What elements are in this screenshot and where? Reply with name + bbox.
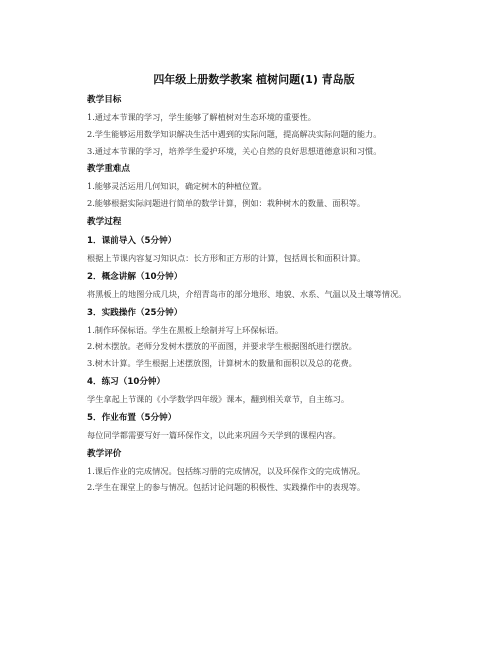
process-heading: 教学过程 xyxy=(87,216,122,227)
step2-title: 2．概念讲解（10分钟） xyxy=(87,271,183,282)
evaluation-heading: 教学评价 xyxy=(87,448,122,459)
document-page xyxy=(87,72,421,498)
step5-title: 5．作业布置（5分钟） xyxy=(87,412,177,423)
key-point-item-2: 2.能够根据实际问题进行简单的数学计算，例如：栽种树木的数量、面积等。 xyxy=(87,198,366,209)
step2-text: 将黑板上的地图分成几块，介绍青岛市的部分地形、地貌、水系、气温以及土壤等情况。 xyxy=(87,288,407,299)
step1-text: 根据上节课内容复习知识点：长方形和正方形的计算，包括周长和面积计算。 xyxy=(87,252,366,263)
evaluation-item-1: 1.课后作业的完成情况。包括练习册的完成情况，以及环保作文的完成情况。 xyxy=(87,465,366,476)
step4-title: 4．练习（10分钟） xyxy=(87,376,166,387)
key-points-heading: 教学重难点 xyxy=(87,164,130,175)
goal-item-2: 2.学生能够运用数学知识解决生活中遇到的实际问题，提高解决实际问题的能力。 xyxy=(87,128,382,139)
step4-text: 学生拿起上节课的《小学数学四年级》课本，翻到相关章节，自主练习。 xyxy=(87,393,350,404)
goal-item-1: 1.通过本节课的学习，学生能够了解植树对生态环境的重要性。 xyxy=(87,112,316,122)
step1-title: 1．课前导入（5分钟） xyxy=(87,235,177,246)
evaluation-item-2: 2.学生在课堂上的参与情况。包括讨论问题的积极性、实践操作中的表现等。 xyxy=(87,482,366,493)
step5-text: 每位同学都需要写好一篇环保作文，以此来巩固今天学到的课程内容。 xyxy=(87,429,341,440)
step3-title: 3．实践操作（25分钟） xyxy=(87,307,183,318)
goals-heading: 教学目标 xyxy=(87,95,122,105)
key-point-item-1: 1.能够灵活运用几何知识，确定树木的种植位置。 xyxy=(87,181,267,192)
goal-item-3: 3.通过本节课的学习，培养学生爱护环境，关心自然的良好思想道德意识和习惯。 xyxy=(87,145,382,156)
step3-item-2: 2.树木摆放。老师分发树木摆放的平面图，并要求学生根据图纸进行摆放。 xyxy=(87,341,357,352)
step3-item-1: 1.制作环保标语。学生在黑板上绘制并写上环保标语。 xyxy=(87,324,284,335)
step3-item-3: 3.树木计算。学生根据上述摆放图，计算树木的数量和面积以及总的花费。 xyxy=(87,358,357,369)
document-title: 四年级上册数学教案 植树问题(1) 青岛版 xyxy=(153,73,355,86)
